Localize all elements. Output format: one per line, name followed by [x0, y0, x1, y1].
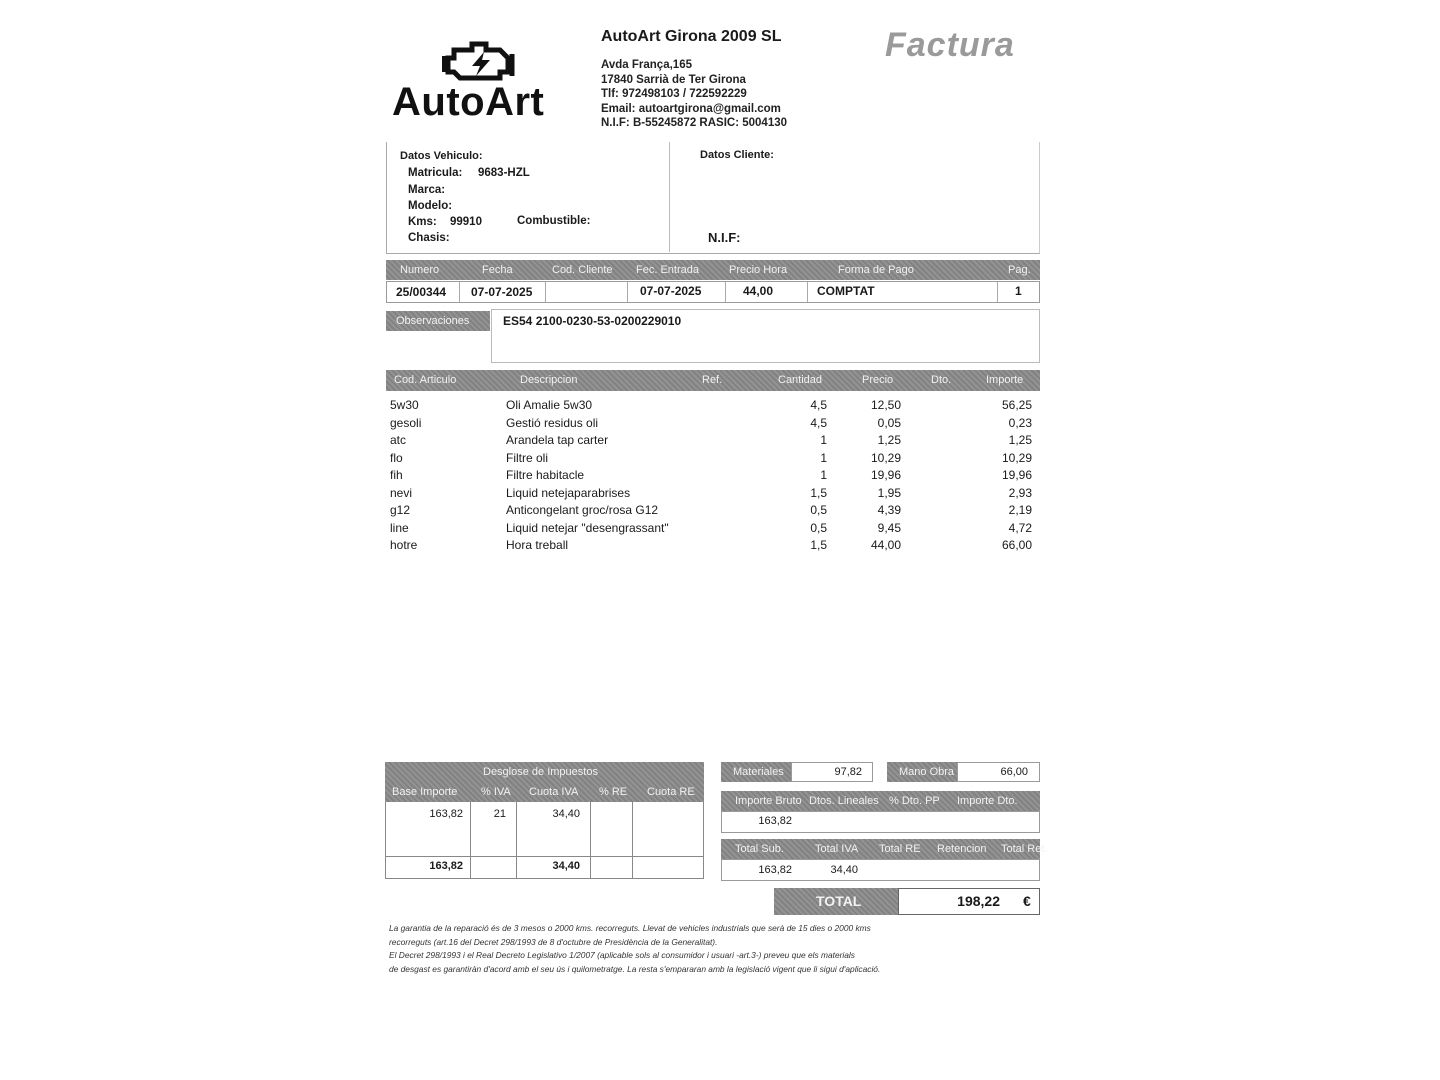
- materials-label-box: [721, 762, 791, 782]
- tax-iva-quota: 34,40: [552, 808, 580, 820]
- items-header-bar: [386, 370, 1040, 391]
- item-description: Hora treball: [506, 538, 569, 552]
- model-label: Modelo:: [408, 200, 453, 212]
- totals-header-bar: [721, 839, 1048, 859]
- item-description: Liquid netejar "desengrassant": [506, 520, 669, 535]
- company-logo: [392, 36, 567, 128]
- client-heading: Datos Cliente:: [700, 149, 774, 161]
- col-cod-cliente: Cod. Cliente: [552, 264, 613, 276]
- items-list: [386, 398, 1046, 558]
- item-quantity: 1: [820, 468, 827, 482]
- col-re-pct: % RE: [599, 786, 628, 798]
- col-iva-pct: % IVA: [481, 786, 511, 798]
- labour-label: Mano Obra: [899, 766, 955, 778]
- item-price: 9,45: [877, 520, 901, 535]
- item-description: Anticongelant groc/rosa G12: [506, 503, 659, 517]
- item-price: 12,50: [870, 398, 901, 412]
- tax-base: 163,82: [429, 808, 463, 820]
- item-description: Arandela tap carter: [506, 433, 609, 447]
- company-email: Email: autoartgirona@gmail.com: [601, 102, 781, 115]
- chassis-label: Chasis:: [408, 232, 450, 244]
- plate-value: 9683-HZL: [478, 167, 530, 179]
- item-code: gesoli: [390, 415, 422, 430]
- total-label: TOTAL: [816, 893, 862, 909]
- item-amount: 2,93: [1008, 485, 1032, 500]
- materials-label: Materiales: [733, 766, 784, 778]
- invoice-header-bar: [386, 260, 1040, 280]
- legal-notice: [389, 922, 1009, 976]
- brand-label: Marca:: [408, 184, 446, 196]
- company-nif: N.I.F: B-55245872 RASIC: 5004130: [601, 117, 788, 129]
- col-dto-pp: % Dto. PP: [889, 795, 940, 807]
- item-amount: 4,72: [1008, 520, 1032, 535]
- observations-label-box: [386, 311, 490, 331]
- legal-line: recorreguts (art.16 del Decret 298/1993 de 8 d'octubre de Presidència de la Generalitat).: [389, 936, 718, 947]
- invoice-payment-method: COMPTAT: [817, 284, 875, 298]
- subtotal: 163,82: [758, 864, 792, 876]
- tax-breakdown-title: Desglose de Impuestos: [483, 766, 598, 778]
- col-precio: Precio: [862, 374, 894, 386]
- fuel-label: Combustible:: [517, 215, 591, 227]
- invoice-entry-date: 07-07-2025: [640, 284, 702, 298]
- legal-line: de desgast es garantiràn d'acord amb el seu ús i quilometratge. La resta s'empararan amb la legislació vigent que li sigui d'aplicació.: [389, 963, 881, 974]
- invoice-date: 07-07-2025: [471, 285, 533, 299]
- table-row: [386, 416, 1046, 434]
- observations-text: ES54 2100-0230-53-0200229010: [503, 314, 682, 328]
- total-value: 198,22: [957, 893, 1000, 909]
- item-amount: 56,25: [1001, 398, 1032, 412]
- table-row: [386, 433, 1046, 451]
- col-numero: Numero: [400, 264, 440, 276]
- item-description: Oli Amalie 5w30: [506, 398, 593, 412]
- item-amount: 0,23: [1008, 415, 1032, 430]
- total-label-box: [774, 888, 898, 915]
- client-nif-label: N.I.F:: [708, 230, 741, 245]
- labour-label-box: [887, 762, 957, 782]
- company-name: AutoArt Girona 2009 SL: [601, 28, 782, 45]
- vehicle-heading: Datos Vehiculo:: [400, 150, 483, 162]
- col-cuota-iva: Cuota IVA: [529, 786, 579, 798]
- item-price: 4,39: [877, 503, 901, 517]
- col-total-re: Total RE: [879, 843, 921, 855]
- col-cod-articulo: Cod. Articulo: [394, 374, 457, 386]
- tax-total-base: 163,82: [429, 860, 463, 872]
- company-details: [601, 58, 787, 131]
- table-row: [386, 398, 1046, 416]
- item-price: 0,05: [877, 415, 901, 430]
- table-row: [386, 521, 1046, 539]
- col-fec-entrada: Fec. Entrada: [636, 264, 699, 276]
- item-description: Liquid netejaparabrises: [506, 485, 631, 500]
- item-code: hotre: [390, 538, 418, 552]
- kms-label: Kms:: [408, 216, 437, 228]
- col-importe: Importe: [986, 374, 1024, 386]
- invoice-number: 25/00344: [396, 285, 447, 299]
- col-fecha: Fecha: [482, 264, 513, 276]
- engine-warning-icon: [442, 36, 516, 82]
- col-importe-bruto: Importe Bruto: [735, 795, 802, 807]
- item-description: Filtre habitacle: [506, 468, 585, 482]
- legal-line: La garantia de la reparació és de 3 mesos o 2000 kms. recorreguts. Llevat de vehicles industrials que serà de 15 dies o 2000 kms: [389, 923, 871, 933]
- item-price: 1,95: [877, 485, 901, 500]
- col-cuota-re: Cuota RE: [647, 786, 695, 798]
- table-row: [386, 468, 1046, 486]
- kms-value: 99910: [450, 216, 482, 228]
- materials-value: 97,82: [834, 766, 862, 778]
- document-title: Factura: [885, 26, 1015, 64]
- company-phone: Tlf: 972498103 / 722592229: [601, 88, 747, 100]
- col-forma-pago: Forma de Pago: [838, 264, 914, 276]
- item-code: line: [390, 520, 409, 535]
- col-cantidad: Cantidad: [778, 374, 823, 386]
- tax-iva-pct: 21: [493, 808, 506, 820]
- item-quantity: 1,5: [810, 538, 827, 552]
- col-pag: Pag.: [1008, 264, 1031, 276]
- item-code: nevi: [390, 485, 413, 500]
- col-retencion: Retencion: [937, 843, 987, 855]
- item-code: 5w30: [390, 398, 419, 412]
- item-code: fih: [390, 468, 403, 482]
- item-price: 1,25: [877, 433, 901, 447]
- item-code: atc: [390, 433, 407, 447]
- legal-line: El Decret 298/1993 i el Real Decreto Legislativo 1/2007 (aplicable sols al consumidor i usuari -art.3-) preveu que els materials: [389, 950, 855, 960]
- logo-text: AutoArt: [392, 80, 545, 124]
- item-price: 19,96: [870, 468, 901, 482]
- col-ref: Ref.: [702, 374, 723, 386]
- invoice-hour-price: 44,00: [743, 284, 774, 298]
- item-amount: 66,00: [1001, 538, 1032, 552]
- total-currency: €: [1023, 893, 1031, 909]
- item-quantity: 1: [820, 450, 827, 465]
- col-dto: Dto.: [931, 374, 952, 386]
- total-iva: 34,40: [830, 864, 858, 876]
- item-description: Gestió residus oli: [506, 415, 599, 430]
- item-amount: 10,29: [1001, 450, 1032, 465]
- col-total-iva: Total IVA: [815, 843, 859, 855]
- item-code: g12: [390, 503, 411, 517]
- discount-header-bar: [721, 791, 1040, 811]
- tax-total-iva-quota: 34,40: [552, 860, 580, 872]
- panel-divider: [669, 142, 670, 252]
- labour-value: 66,00: [1000, 766, 1028, 778]
- col-importe-dto: Importe Dto.: [957, 795, 1018, 807]
- item-quantity: 0,5: [810, 520, 827, 535]
- table-row: [386, 538, 1046, 556]
- col-dtos-lineales: Dtos. Lineales: [809, 795, 879, 807]
- observations-label: Observaciones: [396, 315, 470, 327]
- tax-breakdown-header: [385, 762, 704, 802]
- item-quantity: 1,5: [810, 485, 827, 500]
- col-total-sub: Total Sub.: [735, 843, 784, 855]
- item-quantity: 4,5: [810, 398, 827, 412]
- invoice-page: 1: [1015, 284, 1022, 298]
- col-descripcion: Descripcion: [520, 374, 578, 386]
- table-row: [386, 451, 1046, 469]
- item-quantity: 0,5: [810, 503, 827, 517]
- plate-label: Matricula:: [408, 167, 463, 179]
- item-quantity: 1: [820, 433, 827, 447]
- item-amount: 2,19: [1008, 503, 1032, 517]
- col-total-ret: Total Ret.: [1001, 843, 1048, 855]
- col-precio-hora: Precio Hora: [729, 264, 788, 276]
- item-quantity: 4,5: [810, 415, 827, 430]
- gross-amount: 163,82: [758, 815, 792, 827]
- item-description: Filtre oli: [506, 450, 549, 465]
- table-row: [386, 503, 1046, 521]
- item-price: 10,29: [870, 450, 901, 465]
- item-amount: 19,96: [1001, 468, 1032, 482]
- item-amount: 1,25: [1008, 433, 1032, 447]
- item-price: 44,00: [870, 538, 901, 552]
- company-city: 17840 Sarrià de Ter Girona: [601, 73, 746, 86]
- table-row: [386, 486, 1046, 504]
- item-code: flo: [390, 450, 403, 465]
- col-base-importe: Base Importe: [392, 786, 458, 798]
- company-address: Avda França,165: [601, 59, 692, 71]
